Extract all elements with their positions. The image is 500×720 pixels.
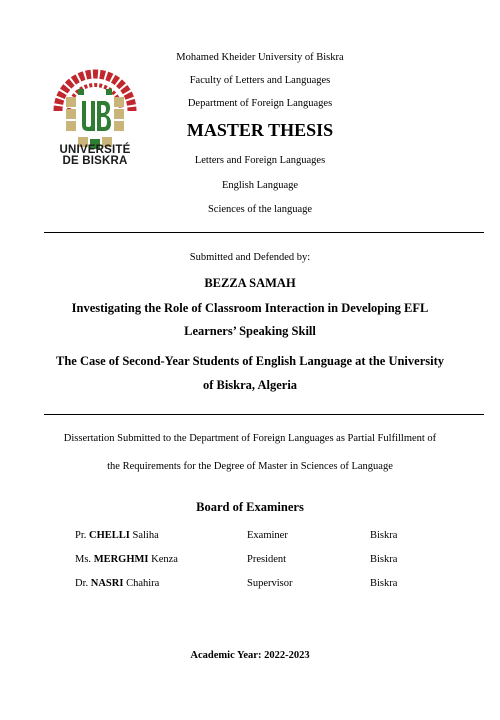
department-name: Department of Foreign Languages [187,98,333,109]
member-surname: CHELLI [89,530,130,541]
divider-top [44,232,484,233]
member-name [75,530,159,541]
member-given-name: Chahira [126,578,160,589]
member-role: Supervisor [247,578,293,589]
member-given-name: Saliha [132,530,159,541]
thesis-title-line-1: Investigating the Role of Classroom Interaction in Developing EFL [71,301,429,315]
member-place: Biskra [370,578,398,589]
member-place: Biskra [370,554,398,565]
board-member-row [0,554,500,570]
specialty-name: English Language [221,180,299,191]
submitted-by-label: Submitted and Defended by: [189,252,311,263]
member-role: President [247,554,287,565]
logo-wordmark [44,145,146,167]
thesis-title-line-2: Learners’ Speaking Skill [184,324,316,338]
statement-line-1: Dissertation Submitted to the Department of Foreign Languages as Partial Fulfillment of [63,433,437,444]
university-name: Mohamed Kheider University of Biskra [176,52,344,63]
board-title: Board of Examiners [196,500,304,514]
member-surname: MERGHMI [93,554,149,565]
board-member-row [0,578,500,594]
author-name: BEZZA SAMAH [204,276,296,290]
logo-line-2: DE BISKRA [62,155,128,167]
member-place: Biskra [370,530,398,541]
member-surname: NASRI [90,578,124,589]
option-name: Sciences of the language [207,204,313,215]
divider-bottom [44,414,484,415]
member-given-name: Kenza [151,554,178,565]
field-name: Letters and Foreign Languages [194,155,326,166]
statement-line-2: the Requirements for the Degree of Master in Sciences of Language [107,461,393,472]
member-title: Ms. [75,554,92,565]
board-member-row [0,530,500,546]
member-name [75,578,159,589]
logo-line-1: UNIVERSITÉ [59,144,131,156]
document-type: MASTER THESIS [186,120,334,140]
thesis-subtitle-line-1: The Case of Second-Year Students of English Language at the University [56,354,444,368]
thesis-subtitle-line-2: of Biskra, Algeria [202,378,298,392]
faculty-name: Faculty of Letters and Languages [189,75,331,86]
academic-year: Academic Year: 2022-2023 [190,650,310,661]
member-name [75,554,178,565]
member-role: Examiner [247,530,288,541]
member-title: Pr. [75,530,87,541]
member-title: Dr. [75,578,89,589]
